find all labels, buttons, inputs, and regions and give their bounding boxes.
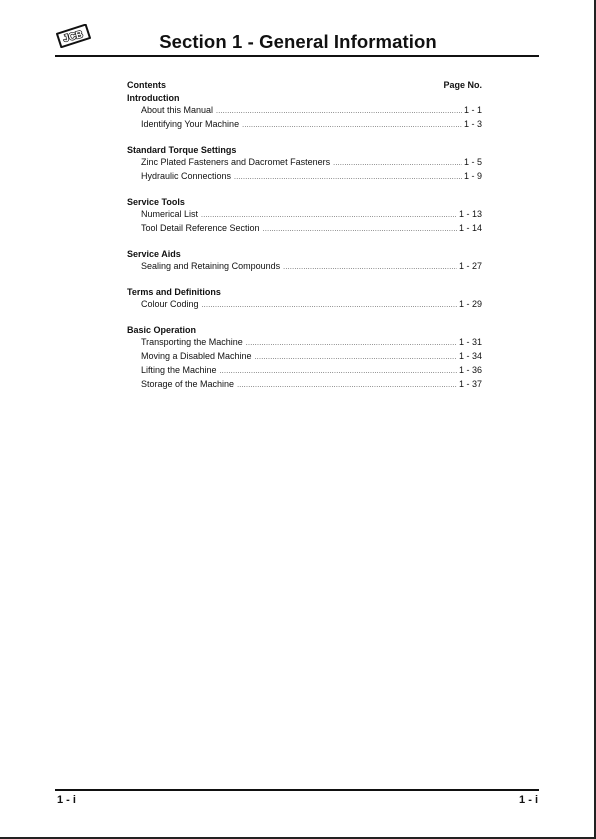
footer-rule	[55, 789, 539, 791]
toc-entry-label: Moving a Disabled Machine	[141, 351, 252, 361]
toc-entry	[127, 350, 482, 364]
toc-entry-label: Transporting the Machine	[141, 337, 243, 347]
toc-entry-page: 1 - 34	[458, 351, 482, 361]
toc-leader-dots	[283, 262, 457, 274]
toc-leader-dots	[202, 300, 457, 312]
toc-entry-page: 1 - 27	[458, 261, 482, 271]
toc-entry-label: About this Manual	[141, 105, 214, 115]
toc-section-standard-torque-settings	[127, 144, 482, 184]
toc-leader-dots	[201, 210, 457, 222]
toc-entry-page: 1 - 36	[458, 365, 482, 375]
toc-leader-dots	[263, 224, 457, 236]
toc-entry-page: 1 - 3	[463, 119, 482, 129]
toc-entry-label: Zinc Plated Fasteners and Dacromet Fasteners	[141, 157, 331, 167]
toc-entry	[127, 222, 482, 236]
page-no-label: Page No.	[443, 80, 482, 90]
toc-entry-label: Sealing and Retaining Compounds	[141, 261, 281, 271]
toc-entry	[127, 208, 482, 222]
footer-page-number-right: 1 - i	[519, 794, 538, 806]
toc-section-introduction	[127, 92, 482, 132]
toc-entry	[127, 364, 482, 378]
toc-leader-dots	[255, 352, 457, 364]
toc-section-title: Introduction	[127, 93, 180, 103]
toc-leader-dots	[242, 120, 462, 132]
toc-leader-dots	[234, 172, 462, 184]
toc-entry	[127, 118, 482, 132]
table-of-contents	[127, 79, 482, 404]
toc-entry-page: 1 - 37	[458, 379, 482, 389]
toc-entry-label: Hydraulic Connections	[141, 171, 232, 181]
toc-entry-label: Numerical List	[141, 209, 199, 219]
toc-entry-label: Storage of the Machine	[141, 379, 235, 389]
toc-leader-dots	[246, 338, 457, 350]
toc-section-title: Service Tools	[127, 197, 185, 207]
toc-entry-page: 1 - 9	[463, 171, 482, 181]
contents-label: Contents	[127, 80, 166, 90]
toc-entry-page: 1 - 13	[458, 209, 482, 219]
toc-section-title: Service Aids	[127, 249, 181, 259]
toc-entry-page: 1 - 14	[458, 223, 482, 233]
toc-entry-label: Lifting the Machine	[141, 365, 217, 375]
toc-entry	[127, 170, 482, 184]
toc-entry	[127, 336, 482, 350]
toc-entry	[127, 378, 482, 392]
toc-section-title: Standard Torque Settings	[127, 145, 237, 155]
jcb-logo-text: JCB	[62, 29, 85, 45]
toc-section-service-tools	[127, 196, 482, 236]
toc-entry	[127, 260, 482, 274]
toc-section-title: Basic Operation	[127, 325, 197, 335]
toc-entry	[127, 104, 482, 118]
toc-section-title: Terms and Definitions	[127, 287, 221, 297]
page-title: Section 1 - General Information	[159, 31, 437, 52]
toc-entry-page: 1 - 1	[463, 105, 482, 115]
header-rule	[55, 55, 539, 57]
toc-section-service-aids	[127, 248, 482, 274]
toc-entry-label: Tool Detail Reference Section	[141, 223, 260, 233]
toc-leader-dots	[216, 106, 462, 118]
toc-section-terms-and-definitions	[127, 286, 482, 312]
toc-header	[127, 79, 482, 91]
toc-leader-dots	[237, 380, 457, 392]
toc-leader-dots	[220, 366, 457, 378]
footer-page-number-left: 1 - i	[57, 794, 76, 806]
toc-leader-dots	[333, 158, 462, 170]
toc-entry-label: Colour Coding	[141, 299, 199, 309]
toc-section-basic-operation	[127, 324, 482, 392]
toc-entry	[127, 156, 482, 170]
toc-entry	[127, 298, 482, 312]
toc-entry-label: Identifying Your Machine	[141, 119, 240, 129]
toc-entry-page: 1 - 29	[458, 299, 482, 309]
toc-entry-page: 1 - 31	[458, 337, 482, 347]
toc-entry-page: 1 - 5	[463, 157, 482, 167]
